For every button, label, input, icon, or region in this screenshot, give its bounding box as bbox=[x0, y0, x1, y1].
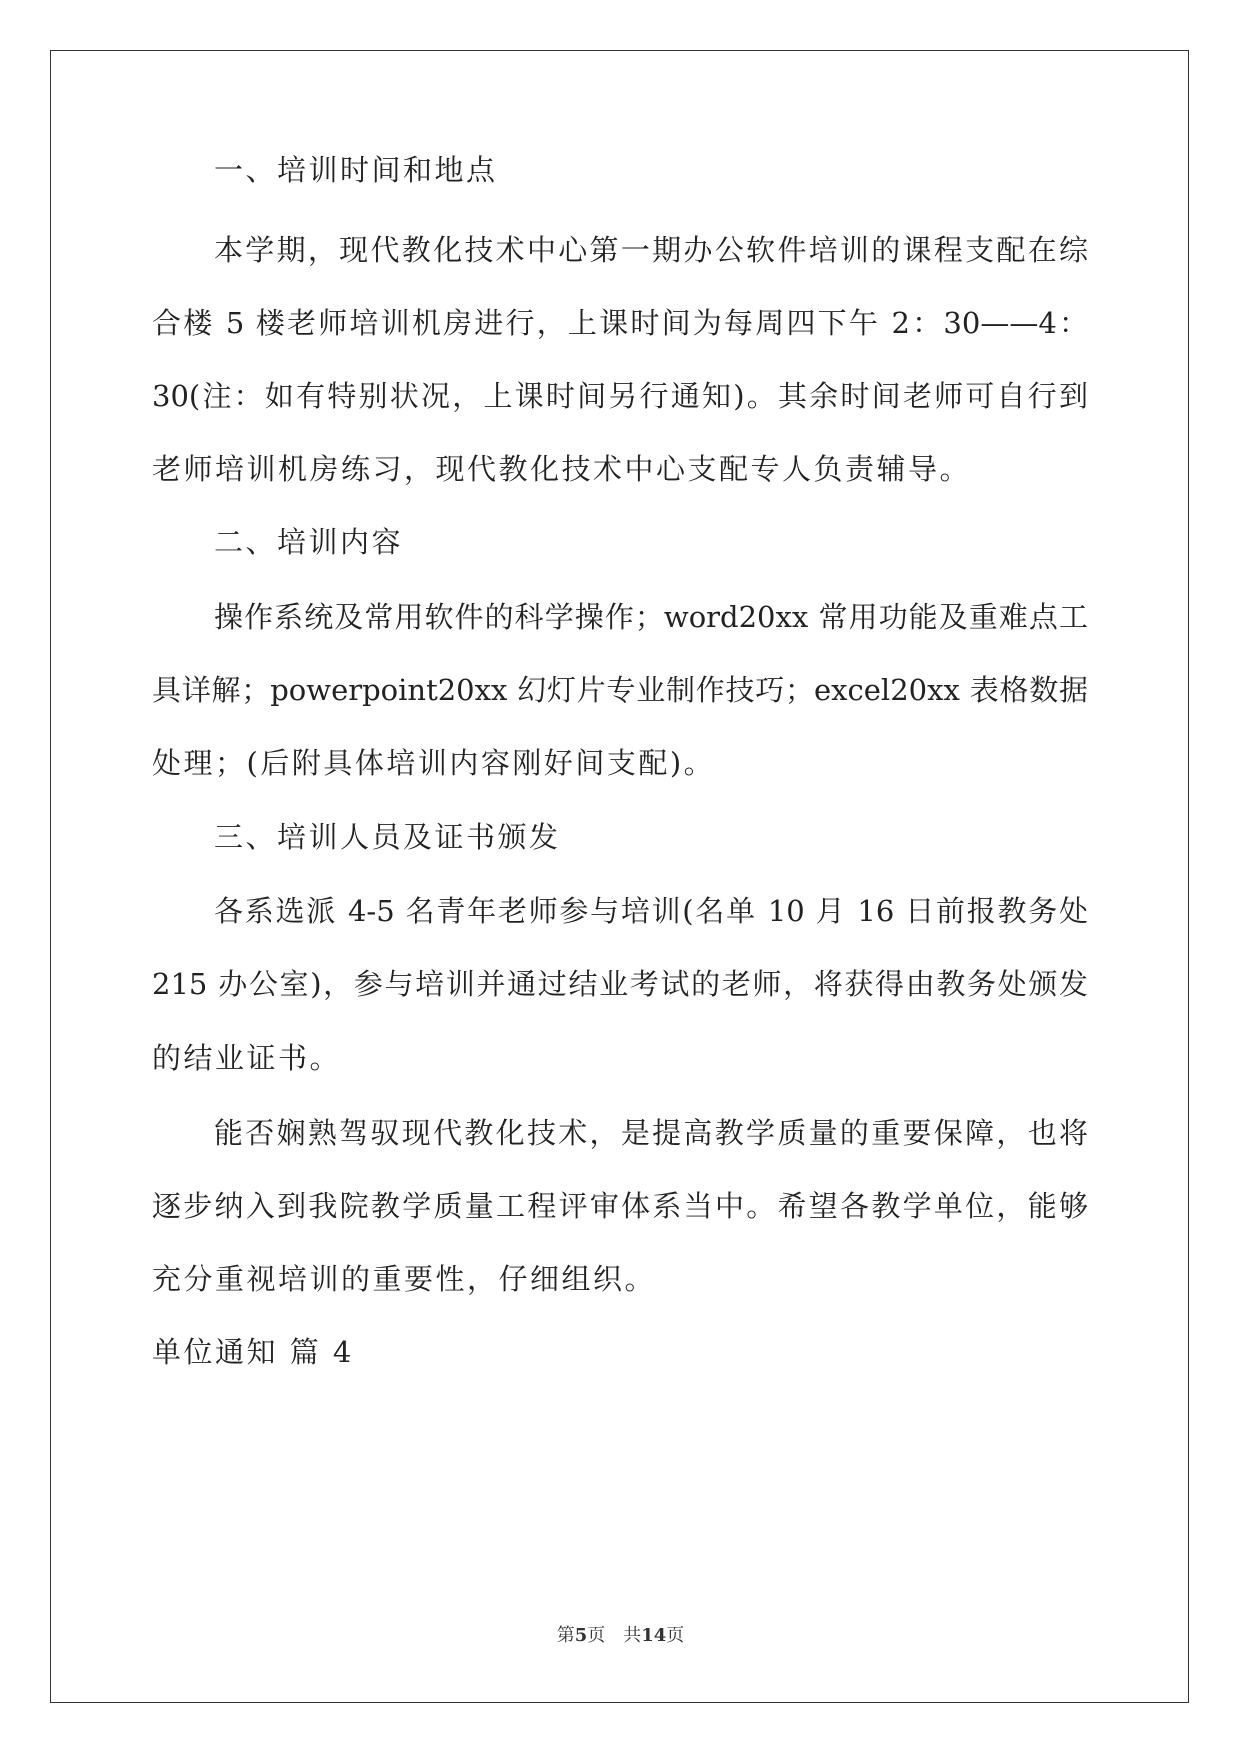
paragraph-line: 的结业证书。 bbox=[152, 1041, 342, 1075]
paragraph-line: 各系选派 4-5 名青年老师参与培训(名单 10 月 16 日前报教务处 bbox=[214, 894, 1088, 928]
page-prefix: 第 bbox=[556, 1625, 575, 1646]
current-page-number: 5 bbox=[574, 1625, 588, 1646]
page-middle-text: 页 共 bbox=[587, 1625, 642, 1646]
paragraph-line: 215 办公室)，参与培训并通过结业考试的老师，将获得由教务处颁发 bbox=[152, 967, 1088, 1001]
paragraph-line: 操作系统及常用软件的科学操作；word20xx 常用功能及重难点工 bbox=[214, 600, 1088, 634]
section-heading-2: 二、培训内容 bbox=[214, 525, 404, 559]
total-pages-number: 14 bbox=[641, 1625, 667, 1646]
paragraph-line: 本学期，现代教化技术中心第一期办公软件培训的课程支配在综 bbox=[214, 233, 1088, 267]
paragraph-line: 能否娴熟驾驭现代教化技术，是提高教学质量的重要保障，也将 bbox=[214, 1116, 1088, 1150]
paragraph-line: 合楼 5 楼老师培训机房进行，上课时间为每周四下午 2：30——4： bbox=[152, 306, 1088, 340]
paragraph-line: 30(注：如有特别状况，上课时间另行通知)。其余时间老师可自行到 bbox=[152, 379, 1088, 413]
page-footer bbox=[0, 1624, 1241, 1648]
section-title-part-4: 单位通知 篇 4 bbox=[152, 1335, 354, 1369]
paragraph-line: 具详解；powerpoint20xx 幻灯片专业制作技巧；excel20xx 表格数据 bbox=[152, 673, 1088, 707]
paragraph-line: 充分重视培训的重要性，仔细组织。 bbox=[152, 1262, 657, 1296]
section-heading-1: 一、培训时间和地点 bbox=[214, 153, 498, 187]
paragraph-line: 老师培训机房练习，现代教化技术中心支配专人负责辅导。 bbox=[152, 452, 972, 486]
page-border bbox=[50, 50, 1189, 1703]
page-suffix: 页 bbox=[666, 1625, 685, 1646]
paragraph-line: 处理；(后附具体培训内容刚好间支配)。 bbox=[152, 746, 716, 780]
paragraph-line: 逐步纳入到我院教学质量工程评审体系当中。希望各教学单位，能够 bbox=[152, 1189, 1088, 1223]
section-heading-3: 三、培训人员及证书颁发 bbox=[214, 820, 561, 854]
